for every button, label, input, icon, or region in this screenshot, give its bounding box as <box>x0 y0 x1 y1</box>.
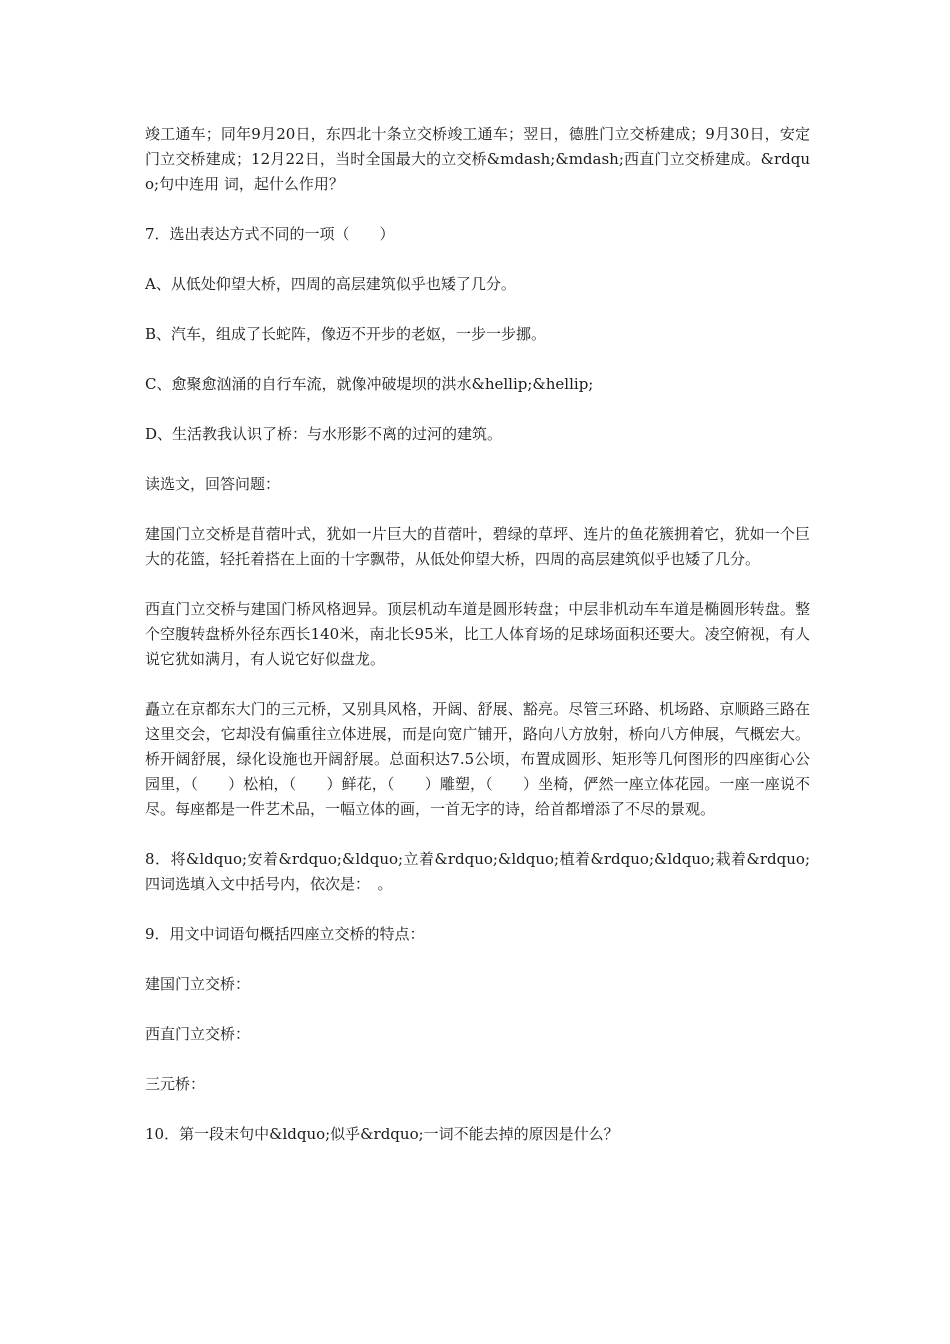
paragraph-question6-continuation: 竣工通车；同年9月20日，东四北十条立交桥竣工通车；翌日，德胜门立交桥建成；9月30日，安定门立交桥建成；12月22日，当时全国最大的立交桥&mdash;&mdash;西直门立交桥建成。&rdquo;句中连用 词，起什么作用？ <box>145 125 810 193</box>
question-10: 10．第一段末句中&ldquo;似乎&rdquo;一词不能去掉的原因是什么？ <box>145 1125 619 1143</box>
document-page <box>145 122 810 1172</box>
option-a: A、从低处仰望大桥，四周的高层建筑似乎也矮了几分。 <box>145 275 516 293</box>
passage-paragraph-jianguomen: 建国门立交桥是苜蓿叶式，犹如一片巨大的苜蓿叶，碧绿的草坪、连片的鱼花簇拥着它，犹如一个巨大的花篮，轻托着搭在上面的十字飘带，从低处仰望大桥，四周的高层建筑似乎也矮了几分。 <box>145 525 810 568</box>
answer-line-xizhimen: 西直门立交桥： <box>145 1025 251 1043</box>
question-7: 7．选出表达方式不同的一项（ ） <box>145 225 395 243</box>
passage-paragraph-sanyuan: 矗立在京都东大门的三元桥，又别具风格，开阔、舒展、豁亮。尽管三环路、机场路、京顺路三路在这里交会，它却没有偏重往立体进展，而是向宽广铺开，路向八方放射，桥向八方伸展，气概宏大。桥开阔舒展，绿化设施也开阔舒展。总面积达7.5公顷，布置成圆形、矩形等几何图形的四座街心公园里，（ ）松柏，（ ）鲜花，（ ）雕塑，（ ）坐椅，俨然一座立体花园。一座一座说不尽。每座都是一件艺术品，一幅立体的画，一首无字的诗，给首都增添了不尽的景观。 <box>145 700 810 818</box>
question-8: 8．将&ldquo;安着&rdquo;&ldquo;立着&rdquo;&ldquo;植着&rdquo;&ldquo;栽着&rdquo;四词选填入文中括号内，依次是： 。 <box>145 850 810 893</box>
option-c: C、愈聚愈汹涌的自行车流，就像冲破堤坝的洪水&hellip;&hellip; <box>145 375 594 393</box>
answer-line-jianguomen: 建国门立交桥： <box>145 975 251 993</box>
question-9: 9．用文中词语句概括四座立交桥的特点： <box>145 925 425 943</box>
option-b: B、汽车，组成了长蛇阵，像迈不开步的老妪，一步一步挪。 <box>145 325 547 343</box>
option-d: D、生活教我认识了桥：与水形影不离的过河的建筑。 <box>145 425 503 443</box>
passage-paragraph-xizhimen: 西直门立交桥与建国门桥风格迥异。顶层机动车道是圆形转盘；中层非机动车车道是椭圆形转盘。整个空腹转盘桥外径东西长140米，南北长95米，比工人体育场的足球场面积还要大。凌空俯视，有人说它犹如满月，有人说它好似盘龙。 <box>145 600 810 668</box>
reading-instruction: 读选文，回答问题： <box>145 475 281 493</box>
answer-line-sanyuan: 三元桥： <box>145 1075 206 1093</box>
